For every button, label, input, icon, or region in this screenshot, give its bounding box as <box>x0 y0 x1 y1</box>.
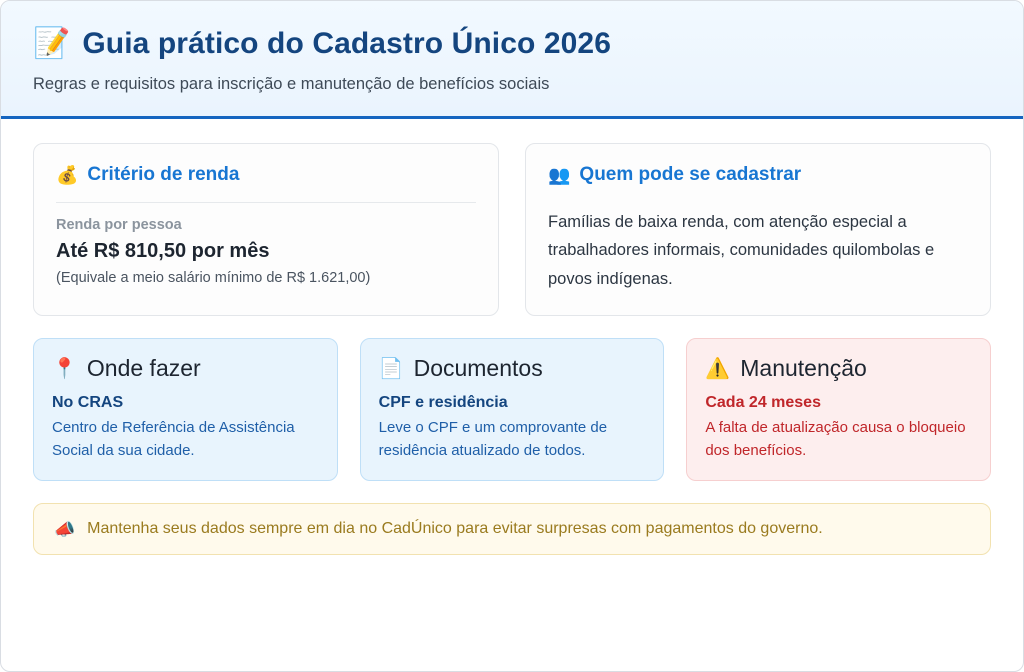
memo-icon: 📝 <box>33 27 71 60</box>
card-eligibility-header <box>548 164 968 186</box>
page-title: Guia prático do Cadastro Único 2026 <box>82 27 611 60</box>
mini-card-where-header <box>52 355 319 382</box>
mini-card-where-title: Onde fazer <box>86 355 201 382</box>
card-income-value: Até R$ 810,50 por mês <box>56 240 270 262</box>
top-card-row <box>33 143 991 316</box>
header-title-row <box>33 27 991 61</box>
mini-card-where-text: Centro de Referência de Assistência Social da sua cidade. <box>52 419 295 459</box>
warning-icon: ⚠️ <box>705 357 731 380</box>
mini-card-maintenance-title: Manutenção <box>740 355 867 382</box>
mini-card-maintenance <box>686 338 991 481</box>
card-income-criteria <box>33 143 499 316</box>
pin-icon: 📍 <box>52 357 77 380</box>
mini-card-row <box>33 338 991 481</box>
card-eligibility-text: Famílias de baixa renda, com atenção especial a trabalhadores informais, comunidades quilombolas e povos indígenas. <box>548 213 935 288</box>
card-income-header <box>56 164 476 186</box>
card-eligibility <box>525 143 991 316</box>
card-eligibility-title: Quem pode se cadastrar <box>579 164 802 185</box>
mini-card-documents-subtitle: CPF e residência <box>378 394 508 412</box>
document-icon: 📄 <box>378 357 404 380</box>
card-income-kicker: Renda por pessoa <box>56 217 182 233</box>
mini-card-maintenance-header <box>705 355 972 382</box>
mini-card-documents-title: Documentos <box>413 355 543 382</box>
mini-card-where <box>33 338 338 481</box>
footer-note-text: Mantenha seus dados sempre em dia no CadÚnico para evitar surpresas com pagamentos do governo. <box>87 520 823 538</box>
money-bag-icon: 💰 <box>56 165 79 185</box>
footer-note <box>33 503 991 555</box>
page-subtitle: Regras e requisitos para inscrição e manutenção de benefícios sociais <box>33 75 550 93</box>
header <box>1 1 1023 119</box>
mini-card-documents-header <box>379 355 646 382</box>
content-body <box>1 119 1023 555</box>
mini-card-maintenance-text: A falta de atualização causa o bloqueio dos benefícios. <box>705 419 966 459</box>
mini-card-maintenance-subtitle: Cada 24 meses <box>705 394 821 412</box>
mini-card-documents-text: Leve o CPF e um comprovante de residência atualizado de todos. <box>378 419 608 459</box>
loudspeaker-icon: 📣 <box>54 519 76 539</box>
divider <box>56 202 476 203</box>
mini-card-documents <box>360 338 665 481</box>
card-income-title: Critério de renda <box>87 164 240 185</box>
mini-card-where-subtitle: No CRAS <box>52 394 124 412</box>
card-income-note: (Equivale a meio salário mínimo de R$ 1.621,00) <box>56 270 371 286</box>
people-icon: 👥 <box>548 165 571 185</box>
